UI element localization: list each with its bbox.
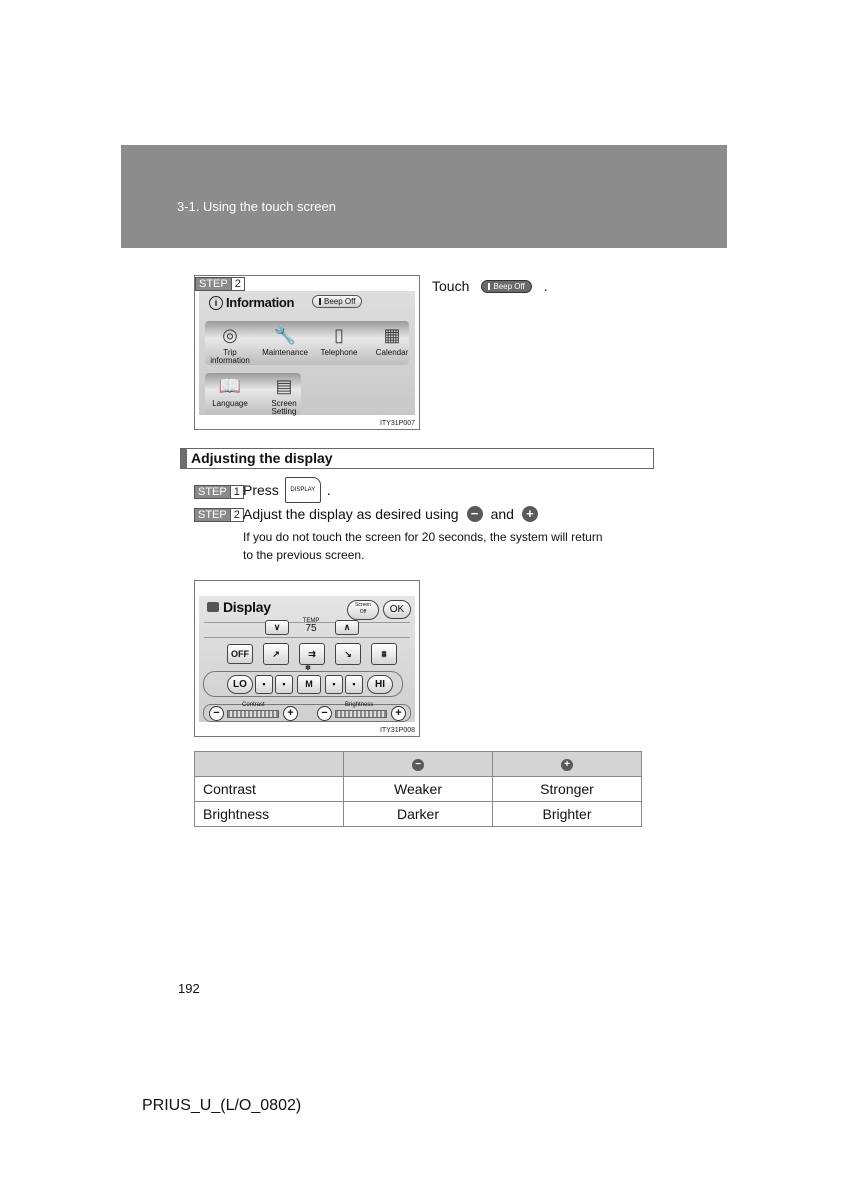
fan-hi-button[interactable]: HI	[367, 675, 393, 694]
beep-off-button[interactable]: Beep Off	[312, 295, 362, 308]
airflow-feet-icon: ↘	[344, 649, 352, 659]
minus-icon: −	[412, 759, 424, 771]
fan-level-3-button[interactable]: ▪	[275, 675, 293, 694]
display-screenshot	[194, 580, 420, 737]
contrast-label: Contrast	[242, 702, 265, 708]
step-2-text: Adjust the display as desired using − and +	[243, 506, 538, 522]
step-2-tag: STEP 2	[194, 508, 244, 522]
figure-code: ITY31P007	[379, 420, 415, 427]
menu-item-trip-information[interactable]: ◎ Trip information	[210, 325, 250, 365]
table-row	[195, 777, 642, 802]
beep-off-icon	[319, 298, 321, 305]
calendar-icon: ▦	[383, 325, 401, 345]
step-1-text: Press DISPLAY .	[243, 477, 331, 503]
heading-bar	[181, 449, 187, 468]
plus-effect: Brighter	[493, 802, 642, 827]
table-row	[195, 802, 642, 827]
temp-down-button[interactable]	[265, 620, 289, 635]
plus-icon: +	[522, 506, 538, 522]
airflow-feet-button[interactable]	[335, 643, 361, 665]
beep-off-button-reference: Beep Off	[481, 280, 531, 293]
brightness-label: Brightness	[345, 702, 374, 708]
menu-item-calendar[interactable]: ▦ Calendar	[375, 325, 409, 357]
menu-item-maintenance[interactable]: 🔧 Maintenance	[262, 325, 308, 357]
header-plus-cell	[493, 752, 642, 777]
plus-effect: Stronger	[493, 777, 642, 802]
fan-m-button[interactable]: M	[297, 675, 321, 694]
display-screen	[199, 596, 415, 722]
airflow-defrost-button[interactable]	[371, 643, 397, 665]
menu-item-telephone[interactable]: ▯ Telephone	[320, 325, 358, 357]
information-screenshot	[194, 275, 420, 430]
contrast-slider[interactable]	[227, 710, 279, 718]
fan-level-2-button[interactable]: ▪	[255, 675, 273, 694]
effects-table	[194, 751, 642, 827]
figure-code: ITY31P008	[379, 727, 415, 734]
display-key-icon: DISPLAY	[285, 477, 321, 503]
tire-icon: ◎	[222, 325, 238, 345]
brightness-minus-button[interactable]: −	[317, 706, 332, 721]
minus-effect: Darker	[344, 802, 493, 827]
screen-title: Information	[226, 295, 295, 310]
ok-button[interactable]: OK	[383, 600, 411, 619]
beep-off-icon	[488, 283, 490, 290]
off-button[interactable]: OFF	[227, 644, 253, 664]
screen-setting-icon: ▤	[275, 376, 293, 396]
airflow-face-button[interactable]	[263, 643, 289, 665]
header-minus-cell	[344, 752, 493, 777]
fan-lo-button[interactable]: LO	[227, 675, 253, 694]
fan-icon: ✽	[305, 665, 311, 672]
minus-effect: Weaker	[344, 777, 493, 802]
wrench-icon: 🔧	[273, 325, 297, 345]
phone-icon: ▯	[334, 325, 344, 345]
airflow-face-icon: ↗	[272, 649, 280, 659]
document-code: PRIUS_U_(L/O_0802)	[142, 1097, 302, 1114]
step-tag: STEP 2	[195, 277, 245, 291]
screen-title: Display	[223, 599, 271, 615]
step-1-tag: STEP 1	[194, 485, 244, 499]
screen-off-button[interactable]: Screen Off	[347, 600, 379, 620]
temp-up-button[interactable]	[335, 620, 359, 635]
brightness-plus-button[interactable]: +	[391, 706, 406, 721]
plus-icon: +	[561, 759, 573, 771]
contrast-minus-button[interactable]: −	[209, 706, 224, 721]
fan-level-5-button[interactable]: ▪	[325, 675, 343, 694]
chevron-down-icon: ∨	[273, 622, 281, 632]
information-screen	[199, 291, 415, 415]
airflow-bilevel-icon: ⇉	[308, 649, 316, 659]
row-label: Brightness	[195, 802, 344, 827]
header-band	[121, 145, 727, 248]
note: If you do not touch the screen for 20 seconds, the system will return to the previous screen.	[243, 530, 603, 562]
fan-level-6-button[interactable]: ▪	[345, 675, 363, 694]
minus-icon: −	[467, 506, 483, 522]
info-icon: i	[209, 296, 223, 310]
section-heading: Adjusting the display	[180, 448, 654, 469]
airflow-bilevel-button[interactable]	[299, 643, 325, 665]
header-empty-cell	[195, 752, 344, 777]
row-label: Contrast	[195, 777, 344, 802]
table-header-row	[195, 752, 642, 777]
airflow-defrost-icon: ⩩	[381, 649, 387, 659]
chevron-up-icon: ∧	[343, 622, 351, 632]
menu-item-screen-setting[interactable]: ▤ Screen Setting	[271, 376, 297, 416]
display-icon	[207, 602, 219, 612]
section-label: 3-1. Using the touch screen	[177, 199, 336, 214]
page-number: 192	[178, 981, 200, 996]
temp-display: TEMP 75	[302, 618, 320, 634]
menu-item-language[interactable]: 📖 Language	[212, 376, 248, 408]
book-icon: 📖	[218, 376, 242, 396]
brightness-slider[interactable]	[335, 710, 387, 718]
touch-instruction: Touch Beep Off .	[432, 278, 548, 294]
contrast-plus-button[interactable]: +	[283, 706, 298, 721]
